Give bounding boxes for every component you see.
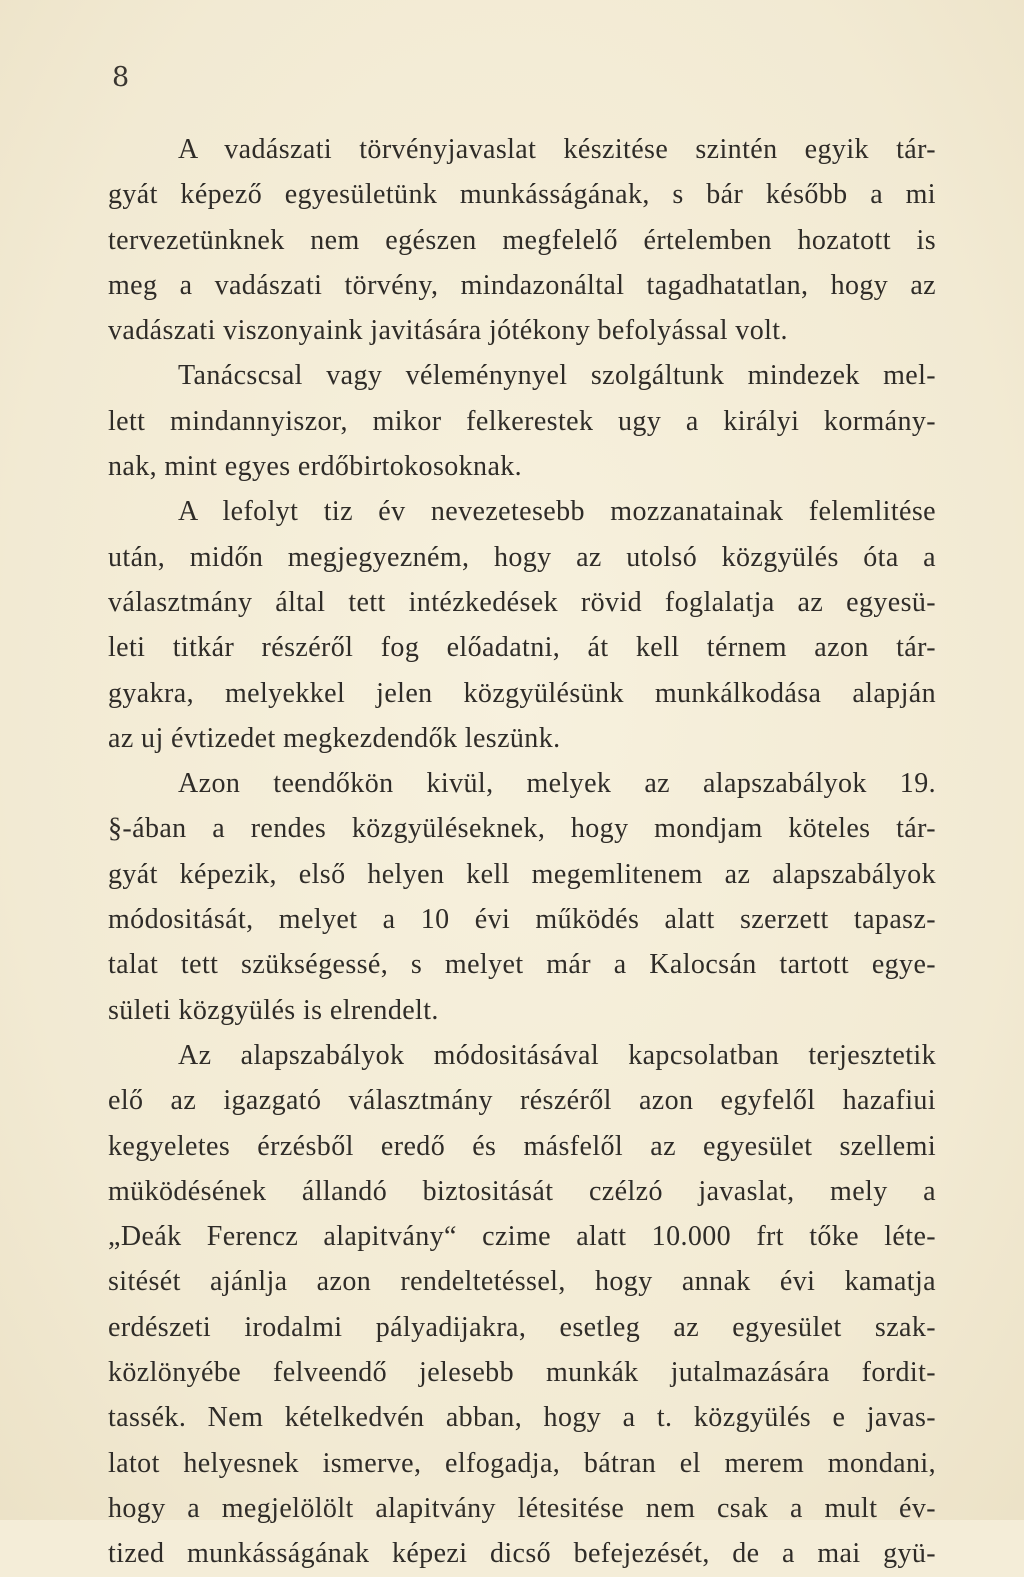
text-line: tervezetünknek nem egészen megfelelő értelemben hozatott is: [108, 224, 936, 256]
text-line: módositását, melyet a 10 évi működés alatt szerzett tapasz-: [108, 904, 936, 936]
text-line: hogy a megjelölölt alapitvány létesitése nem csak a mult év-: [108, 1492, 936, 1524]
text-line: Azon teendőkön kivül, melyek az alapszabályok 19.: [178, 768, 936, 800]
text-line: A lefolyt tiz év nevezetesebb mozzanatainak felemlitése: [178, 496, 936, 528]
text-line: vadászati viszonyaink javitására jótékony befolyással volt.: [108, 315, 788, 347]
text-line: müködésének állandó biztositását czélzó javaslat, mely a: [108, 1175, 936, 1207]
text-line: erdészeti irodalmi pályadijakra, esetleg az egyesület szak-: [108, 1311, 936, 1343]
text-line: leti titkár részéről fog előadatni, át kell térnem azon tár-: [108, 632, 936, 664]
text-line: gyát képezik, első helyen kell megemlitenem az alapszabályok: [108, 858, 936, 890]
text-line: §-ában a rendes közgyüléseknek, hogy mondjam köteles tár-: [108, 813, 936, 845]
text-line: A vadászati törvényjavaslat készitése szintén egyik tár-: [178, 134, 936, 165]
body-text: [108, 127, 936, 1577]
text-line: tassék. Nem kételkedvén abban, hogy a t. közgyülés e javas-: [108, 1402, 936, 1434]
text-line: elő az igazgató választmány részéről azon egyfelől hazafiui: [108, 1085, 936, 1117]
text-line: sitését ajánlja azon rendeltetéssel, hogy annak évi kamatja: [108, 1266, 936, 1298]
text-line: nak, mint egyes erdőbirtokosoknak.: [108, 451, 523, 483]
page-number: 8: [112, 62, 130, 93]
text-line: közlönyébe felveendő jelesebb munkák jutalmazására fordit-: [108, 1357, 936, 1389]
text-line: latot helyesnek ismerve, elfogadja, bátran el merem mondani,: [108, 1447, 936, 1479]
text-line: lett mindannyiszor, mikor felkerestek ugy a királyi kormány-: [108, 405, 936, 437]
text-line: tized munkásságának képezi dicső befejezését, de a mai gyü-: [108, 1538, 936, 1570]
text-line: az uj évtizedet megkezdendők leszünk.: [108, 722, 561, 754]
text-line: Az alapszabályok módositásával kapcsolatban terjesztetik: [178, 1039, 936, 1071]
text-line: sületi közgyülés is elrendelt.: [108, 994, 439, 1026]
text-line: gyát képező egyesületünk munkásságának, s bár később a mi: [108, 179, 936, 211]
text-line: választmány által tett intézkedések rövid foglalatja az egyesü-: [108, 586, 936, 618]
text-line: „Deák Ferencz alapitvány“ czime alatt 10.000 frt tőke léte-: [108, 1221, 936, 1253]
text-line: kegyeletes érzésből eredő és másfelől az egyesület szellemi: [108, 1130, 936, 1162]
text-line: meg a vadászati törvény, mindazonáltal tagadhatatlan, hogy az: [108, 269, 936, 301]
text-line: talat tett szükségessé, s melyet már a Kalocsán tartott egye-: [108, 949, 936, 981]
text-line: Tanácscsal vagy véleménynyel szolgáltunk mindezek mel-: [178, 360, 936, 392]
text-line: gyakra, melyekkel jelen közgyülésünk munkálkodása alapján: [108, 677, 936, 709]
text-line: után, midőn megjegyezném, hogy az utolsó közgyülés óta a: [108, 541, 936, 573]
